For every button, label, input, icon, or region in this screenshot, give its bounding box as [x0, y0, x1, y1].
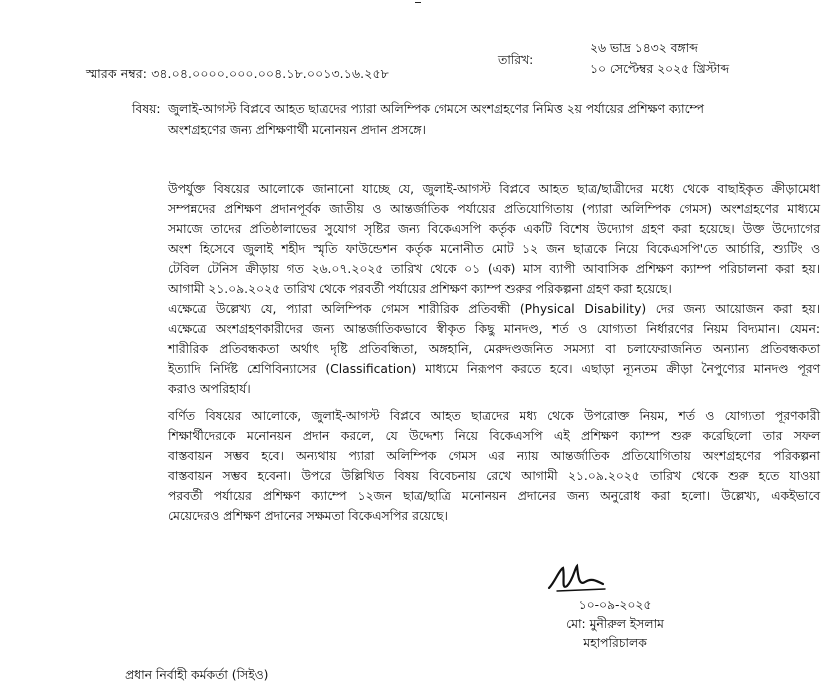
memo-value: ৩৪.০৪.০০০০.০০০.০০৪.১৮.০০১৩.১৬.২৫৮ — [151, 67, 389, 81]
paragraph-line: সমাজে তাদের প্রতিষ্ঠালাভের সুযোগ সৃষ্টির জন্য বিকেএসপি কর্তৃক একটি বিশেষ উদ্যোগ গ্রহণ করা হয়েছে। উক্ত উদ্যোগের — [168, 222, 820, 236]
memo-label: স্মারক নম্বর: — [86, 67, 148, 81]
paragraph-line: সম্পন্নদের প্রশিক্ষণ প্রদানপূর্বক জাতীয় ও আন্তর্জাতিক পর্যায়ের প্রতিযোগিতায় (প্যারা অলিম্পিক গেমস) অংশগ্রহণের মাধ্যমে — [168, 202, 820, 216]
subject-line-1: জুলাই-আগস্ট বিপ্লবে আহত ছাত্রদের প্যারা অলিম্পিক গেমসে অংশগ্রহণের নিমিত্ত ২য় পর্যায়ের প্রশিক্ষণ ক্যাম্পে — [168, 102, 704, 116]
paragraph-1 — [168, 181, 820, 301]
paragraph-line: ইত্যাদি নির্দিষ্ট শ্রেণিবিন্যাসের (Classification) মাধ্যমে নিরূপণ করতে হবে। এছাড়া ন্যূনতম ক্রীড়া নৈপুণ্যের মানদণ্ড পূরণ — [168, 362, 820, 376]
paragraph-line: শারীরিক প্রতিবন্ধকতা অর্থাৎ দৃষ্টি প্রতিবন্ধিতা, অঙ্গহানি, মেরুদণ্ডজনিত সমস্যা বা চলাফেরাজনিত অন্যান্য প্রতিবন্ধকতা — [168, 342, 820, 356]
signatory-name: মো: মুনীরুল ইসলাম — [566, 617, 664, 631]
signatory-designation: মহাপরিচালক — [583, 636, 647, 650]
paragraph-2 — [168, 301, 820, 401]
subject-line-2: অংশগ্রহণের জন্য প্রশিক্ষণার্থী মনোনয়ন প্রদান প্রসঙ্গে। — [168, 123, 426, 137]
date-bangla: ২৬ ভাদ্র ১৪৩২ বঙ্গাব্দ — [590, 41, 698, 55]
paragraph-line: এক্ষেত্রে অংশগ্রহণকারীদের জন্য আন্তর্জাতিকভাবে স্বীকৃত কিছু মানদণ্ড, শর্ত ও যোগ্যতা নির্ধারণের নিয়ম বিদ্যমান। যেমন: — [168, 322, 820, 336]
paragraph-3 — [168, 408, 820, 528]
recipient-line: প্রধান নির্বাহী কর্মকর্তা (সিইও) — [125, 668, 269, 682]
memo-number — [86, 66, 389, 86]
date-gregorian: ১০ সেপ্টেম্বর ২০২৫ খ্রিস্টাব্দ — [590, 62, 729, 76]
paragraph-line: পরবর্তী পর্যায়ের প্রশিক্ষণ ক্যাম্পে ১২জন ছাত্র/ছাত্রি মনোনয়ন প্রদানের জন্য অনুরোধ করা হলো। উল্লেখ্য, একইভাবে — [168, 489, 820, 503]
paragraph-line: বাস্তবায়ন সম্ভব হবে। অন্যথায় প্যারা অলিম্পিক গেমস এর ন্যায় আন্তর্জাতিক প্রতিযোগিতায় অংশগ্রহণের পরিকল্পনা — [168, 449, 820, 463]
paragraph-line: টেবিল টেনিস ক্রীড়ায় গত ২৬.০৭.২০২৫ তারিখ থেকে ০১ (এক) মাস ব্যাপী আবাসিক প্রশিক্ষণ ক্যাম্প পরিচালনা করা হয়। — [168, 262, 820, 276]
paragraph-line: উপর্যুক্ত বিষয়ের আলোকে জানানো যাচ্ছে যে, জুলাই-আগস্ট বিপ্লবে আহত ছাত্র/ছাত্রীদের মধ্যে থেকে বাছাইকৃত ক্রীড়ামেধা — [168, 182, 820, 196]
paragraph-line: মেয়েদেরও প্রশিক্ষণ প্রদানের সক্ষমতা বিকেএসপির রয়েছে। — [168, 509, 448, 523]
signature-date: ১০-০৯-২০২৫ — [578, 598, 652, 612]
paragraph-line: এক্ষেত্রে উল্লেখ্য যে, প্যারা অলিম্পিক গেমস শারীরিক প্রতিবন্ধী (Physical Disability) দের জন্য আয়োজন করা হয়। — [168, 302, 820, 316]
paragraph-line: অংশ হিসেবে জুলাই শহীদ স্মৃতি ফাউন্ডেশন কর্তৃক মনোনীত মোট ১২ জন ছাত্রকে নিয়ে বিকেএসপি'তে আর্চারি, শ্যুটিং ও — [168, 242, 820, 256]
paragraph-line: করাও অপরিহার্য। — [168, 382, 251, 396]
paragraph-line: শিক্ষার্থীদেরকে মনোনয়ন প্রদান করলে, যে উদ্দেশ্য নিয়ে বিকেএসপি এই প্রশিক্ষণ ক্যাম্প শুরু করেছিলো তার সফল — [168, 429, 820, 443]
paragraph-line: বর্ণিত বিষয়ের আলোকে, জুলাই-আগস্ট বিপ্লবে আহত ছাত্রদের মধ্য থেকে উপরোক্ত নিয়ম, শর্ত ও যোগ্যতা পূরণকারী — [168, 409, 820, 423]
signature-scribble — [545, 560, 615, 600]
date-label: তারিখ: — [498, 53, 534, 67]
paragraph-line: বাস্তবায়ন সম্ভব হবেনা। উপরে উল্লিখিত বিষয় বিবেচনায় রেখে আগামী ২১.০৯.২০২৫ তারিখ থেকে শুরু হতে যাওয়া — [168, 469, 820, 483]
paragraph-line: আগামী ২১.০৯.২০২৫ তারিখ থেকে পরবর্তী পর্যায়ের প্রশিক্ষণ ক্যাম্প শুরুর পরিকল্পনা গ্রহণ করা হয়েছে। — [168, 282, 672, 296]
letterhead-edge-mark — [415, 0, 421, 3]
subject-label: বিষয়: — [132, 102, 161, 116]
